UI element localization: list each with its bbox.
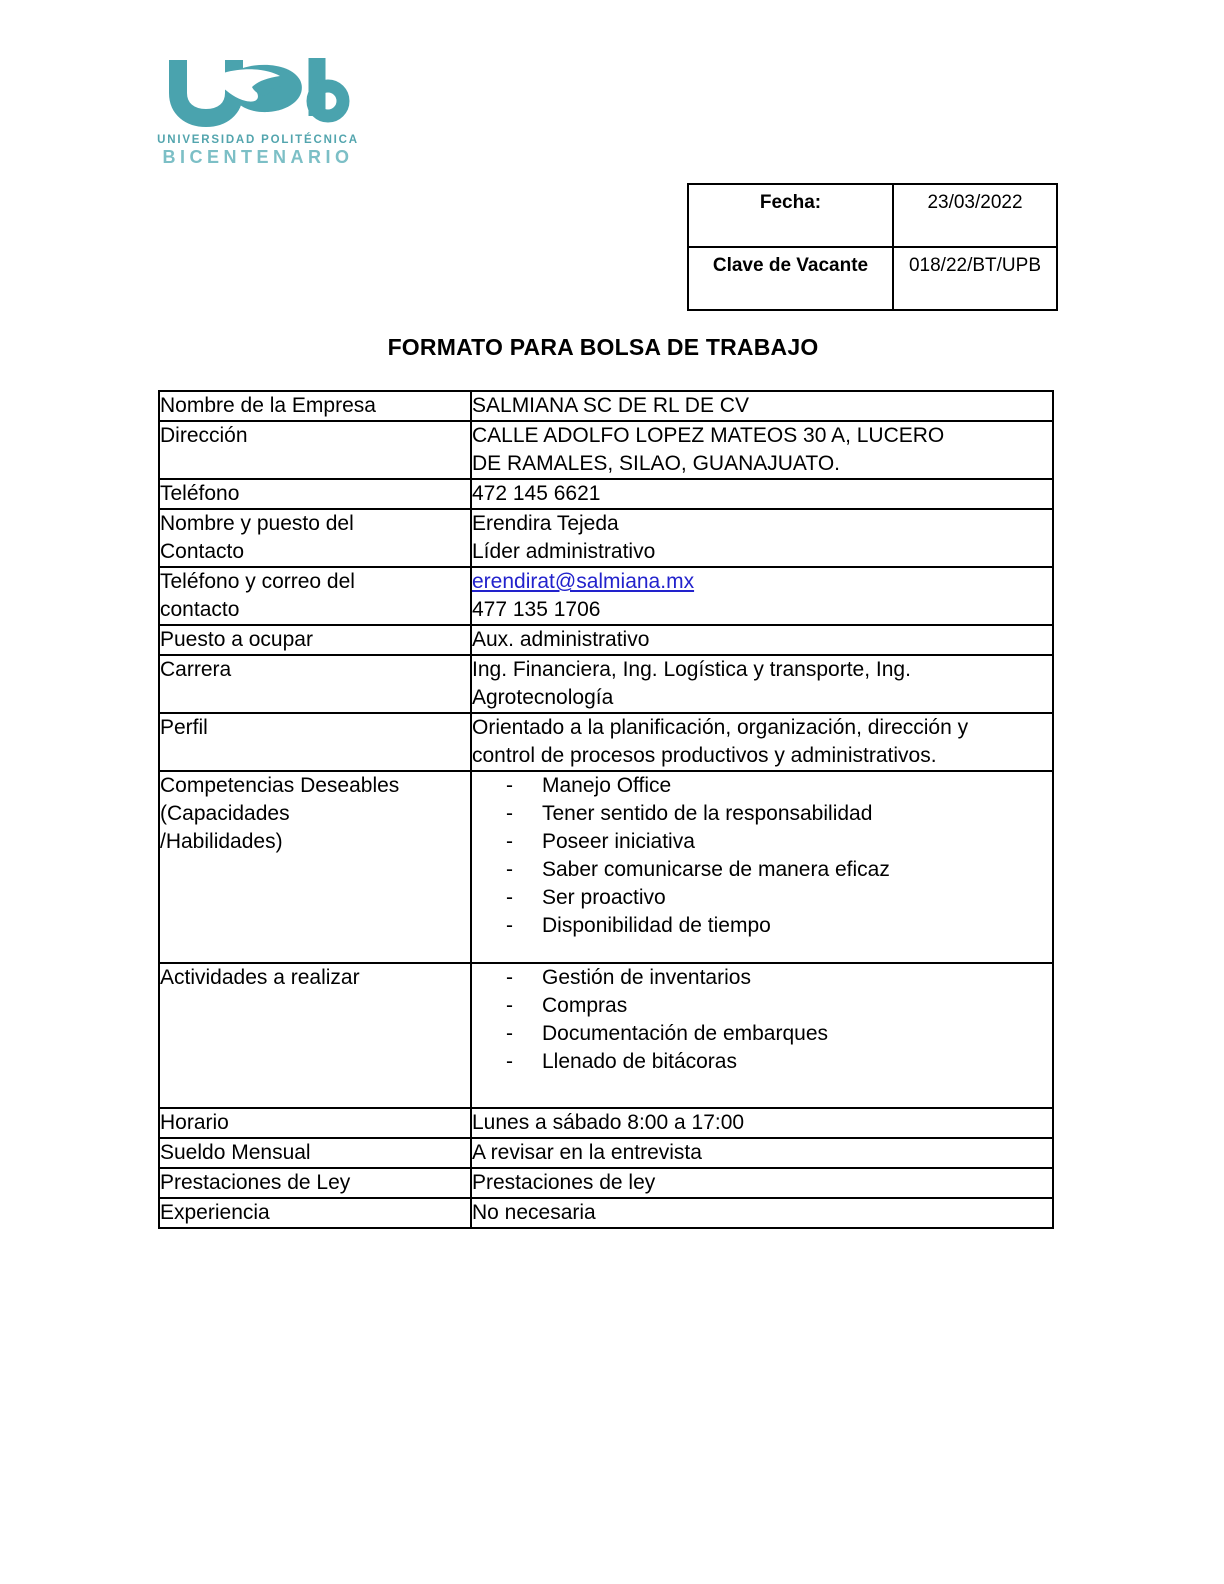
dash-marker: - [506,830,513,853]
bullet-item [472,1048,1052,1076]
dash-marker: - [506,966,513,989]
dash-marker: - [506,994,513,1017]
upb-logo-icon [160,56,356,138]
form-value-line: A revisar en la entrevista [472,1141,702,1164]
form-row-2 [159,479,1053,509]
form-value [471,509,1053,567]
form-label [159,391,471,421]
form-label [159,1138,471,1168]
form-value [471,963,1053,1108]
form-value-line: Lunes a sábado 8:00 a 17:00 [472,1111,745,1134]
meta-table [687,183,1058,311]
form-value [471,625,1053,655]
bullet-text: Poseer iniciativa [542,830,695,853]
form-label-line: Teléfono [160,482,240,505]
form-value-line: SALMIANA SC DE RL DE CV [472,394,749,417]
form-row-1 [159,421,1053,479]
dash-marker: - [506,1050,513,1073]
meta-row-1 [688,247,1057,310]
form-value [471,1198,1053,1228]
form-label [159,567,471,625]
form-value [471,421,1053,479]
logo-university-name: UNIVERSIDAD POLITÉCNICA [157,134,359,146]
bullet-text: Llenado de bitácoras [542,1050,737,1073]
logo-bicentenario-name: BICENTENARIO [162,147,354,167]
form-label-line: Perfil [160,716,208,739]
form-label [159,771,471,963]
form-label [159,1198,471,1228]
email-link[interactable]: erendirat@salmiana.mx [472,570,695,593]
dash-marker: - [506,914,513,937]
form-label-line: Teléfono y correo del [160,570,355,593]
university-logo [148,56,368,168]
form-label [159,509,471,567]
bullet-text: Manejo Office [542,774,672,797]
form-label-line: Actividades a realizar [160,966,360,989]
form-label-line: contacto [160,598,240,621]
form-value-line: 472 145 6621 [472,482,601,505]
form-value [471,1108,1053,1138]
form-row-6 [159,655,1053,713]
form-label [159,713,471,771]
bullet-item [472,800,1052,828]
form-label [159,1168,471,1198]
form-value-line: Líder administrativo [472,540,656,563]
form-row-4 [159,567,1053,625]
form-row-12 [159,1168,1053,1198]
form-label [159,421,471,479]
form-label-line: Sueldo Mensual [160,1141,311,1164]
form-value-line: Ing. Financiera, Ing. Logística y transporte, Ing. [472,658,911,681]
form-label-line: /Habilidades) [160,830,283,853]
dash-marker: - [506,774,513,797]
form-value-line: control de procesos productivos y administrativos. [472,744,937,767]
dash-marker: - [506,886,513,909]
form-value [471,479,1053,509]
form-value-line: CALLE ADOLFO LOPEZ MATEOS 30 A, LUCERO [472,424,945,447]
form-label [159,625,471,655]
form-row-13 [159,1198,1053,1228]
form-label-line: Nombre de la Empresa [160,394,376,417]
form-value [471,567,1053,625]
form-label-line: Nombre y puesto del [160,512,354,535]
bullet-text: Compras [542,994,628,1017]
form-label-line: Dirección [160,424,248,447]
meta-value: 23/03/2022 [893,184,1057,247]
meta-label: Fecha: [688,184,893,247]
form-value-line: DE RAMALES, SILAO, GUANAJUATO. [472,452,840,475]
form-row-9 [159,963,1053,1108]
form-label-line: Prestaciones de Ley [160,1171,351,1194]
form-value [471,713,1053,771]
form-value [471,1138,1053,1168]
meta-label: Clave de Vacante [688,247,893,310]
meta-value: 018/22/BT/UPB [893,247,1057,310]
bullet-text: Tener sentido de la responsabilidad [542,802,873,825]
bullet-item [472,828,1052,856]
form-label-line: Carrera [160,658,232,681]
form-row-10 [159,1108,1053,1138]
form-value [471,391,1053,421]
form-row-5 [159,625,1053,655]
dash-marker: - [506,858,513,881]
form-row-7 [159,713,1053,771]
form-row-8 [159,771,1053,963]
form-label [159,963,471,1108]
form-value-line: Agrotecnología [472,686,614,709]
form-value-line: 477 135 1706 [472,598,601,621]
form-row-3 [159,509,1053,567]
form-value-line: Prestaciones de ley [472,1171,656,1194]
form-label [159,655,471,713]
form-value [471,655,1053,713]
bullet-text: Disponibilidad de tiempo [542,914,771,937]
bullet-item [472,772,1052,800]
form-value-line: Orientado a la planificación, organización, dirección y [472,716,969,739]
bullet-item [472,992,1052,1020]
bullet-item [472,1020,1052,1048]
form-label-line: Competencias Deseables [160,774,400,797]
form-value [471,1168,1053,1198]
form-value [471,771,1053,963]
form-label-line: (Capacidades [160,802,290,825]
bullet-text: Gestión de inventarios [542,966,751,989]
bullet-text: Saber comunicarse de manera eficaz [542,858,890,881]
bullet-item [472,964,1052,992]
form-label-line: Contacto [160,540,245,563]
form-label [159,479,471,509]
bullet-item [472,912,1052,940]
form-label-line: Experiencia [160,1201,270,1224]
form-row-11 [159,1138,1053,1168]
bullet-item [472,884,1052,912]
form-value-line: Aux. administrativo [472,628,650,651]
bullet-text: Ser proactivo [542,886,666,909]
form-label [159,1108,471,1138]
form-value-line: Erendira Tejeda [472,512,619,535]
dash-marker: - [506,1022,513,1045]
form-table [158,390,1054,1229]
bullet-text: Documentación de embarques [542,1022,829,1045]
bullet-item [472,856,1052,884]
form-row-0 [159,391,1053,421]
dash-marker: - [506,802,513,825]
form-value-line [472,568,1052,596]
meta-row-0 [688,184,1057,247]
form-value-line: No necesaria [472,1201,596,1224]
form-label-line: Puesto a ocupar [160,628,313,651]
page-title: FORMATO PARA BOLSA DE TRABAJO [387,334,819,360]
form-label-line: Horario [160,1111,229,1134]
